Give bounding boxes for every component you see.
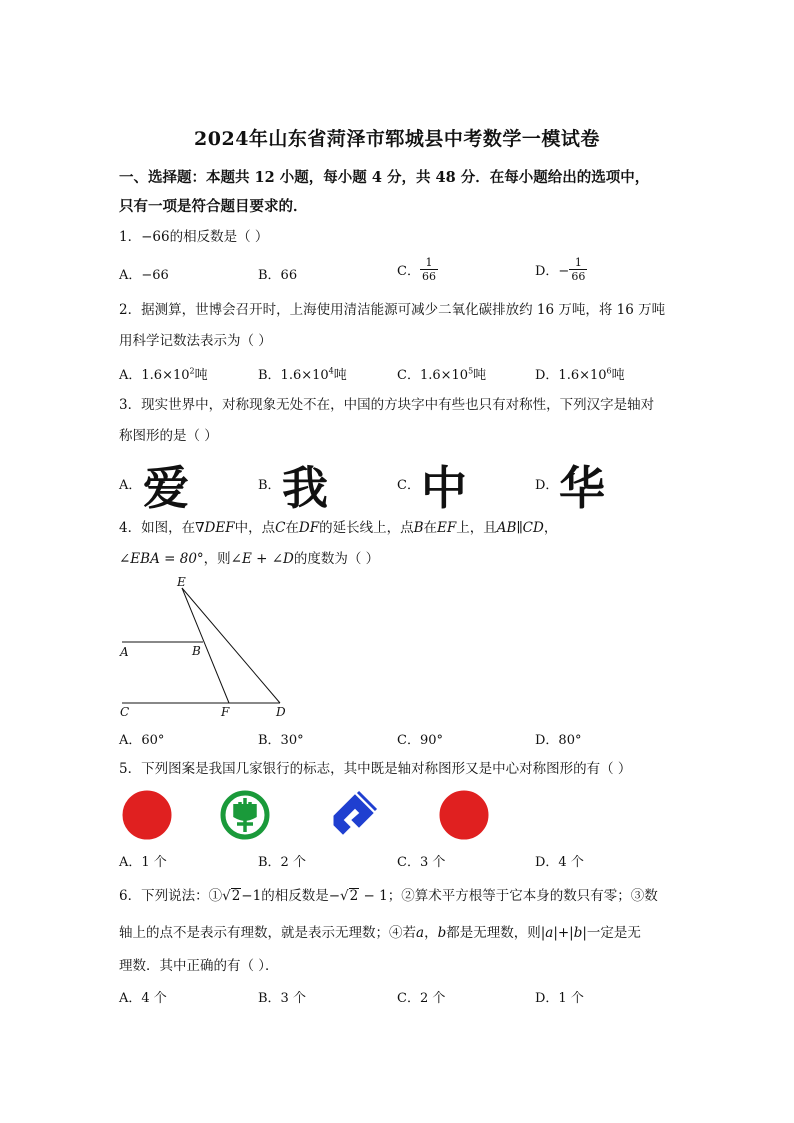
q2-option-b-base: B．1.6×10 — [258, 368, 329, 383]
q2-option-c-base: C．1.6×10 — [397, 368, 469, 383]
q2-option-d-unit: 吨 — [611, 368, 625, 383]
q1-option-d-numerator: 1 — [569, 256, 587, 270]
q2-stem-line2: 用科学记数法表示为（ ） — [119, 333, 272, 349]
section-heading-line1: 一、选择题：本题共 12 小题，每小题 4 分，共 48 分．在每小题给出的选项中， — [119, 169, 650, 186]
q1-option-c-fraction — [420, 256, 438, 283]
q6-radicand-1: 2 — [231, 888, 241, 904]
q4-point-b: B — [413, 520, 424, 536]
logo4-glyph — [453, 802, 475, 826]
line-ef — [182, 588, 229, 703]
q4-triangle-def: ∇DEF — [195, 520, 235, 536]
q4-text-8: ，则 — [203, 551, 231, 567]
q4-option-a: A．60° — [119, 733, 165, 748]
q4-text-6: 上，且 — [456, 520, 497, 536]
q3-option-d-label: D． — [535, 478, 559, 493]
q3-option-b-char: 我 — [282, 461, 328, 515]
q4-stem-line2 — [119, 550, 379, 568]
q1-option-d — [535, 256, 587, 283]
q4-stem-line1 — [119, 519, 557, 537]
q4-text-7: ， — [543, 520, 558, 536]
q1-option-c-denominator: 66 — [421, 270, 436, 283]
q6-text-5: ， — [424, 925, 438, 941]
q4-option-b: B．30° — [258, 733, 304, 748]
q6-stem-line3: 理数．其中正确的有（ ）． — [119, 958, 279, 974]
q2-option-b-exponent: 4 — [328, 366, 334, 376]
bank-of-china-logo-icon — [120, 788, 174, 842]
q6-var-a: a — [416, 925, 425, 941]
q6-var-b: b — [437, 925, 447, 941]
q6-radicand-2: 2 — [349, 888, 359, 904]
label-d: D — [276, 705, 286, 719]
q4-text-3: 在 — [285, 520, 299, 536]
q6-text-1: 6．下列说法：① — [119, 888, 223, 904]
q3-option-d-char: 华 — [559, 461, 605, 515]
q5-option-a: A．1 个 — [119, 855, 167, 870]
q4-segment-ef: EF — [437, 520, 457, 536]
q2-option-c-exponent: 5 — [468, 366, 474, 376]
q6-option-a: A．4 个 — [119, 991, 167, 1006]
q4-text-1: 4．如图，在 — [119, 520, 196, 536]
q1-stem: 1．−66的相反数是（ ） — [119, 229, 269, 245]
q2-option-d-exponent: 6 — [606, 366, 612, 376]
q6-option-d: D．1 个 — [535, 991, 584, 1006]
q2-option-b — [258, 364, 347, 383]
q1-option-a: A．−66 — [119, 268, 169, 283]
q4-point-c: C — [275, 520, 286, 536]
construction-bank-logo-icon — [328, 788, 382, 842]
q6-option-c: C．2 个 — [397, 991, 446, 1006]
q2-option-c — [397, 364, 486, 383]
q2-option-a-base: A．1.6×10 — [119, 368, 190, 383]
q4-geometry-figure — [110, 572, 310, 720]
q3-option-c-label: C． — [397, 478, 420, 493]
q4-text-2: 中，点 — [234, 520, 276, 536]
q6-text-3: − 1；②算术平方根等于它本身的数只有零；③数 — [359, 888, 658, 904]
q2-stem-line1: 2．据测算，世博会召开时，上海使用清洁能源可减少二氧化碳排放约 16 万吨，将 16 万吨 — [119, 302, 666, 318]
agricultural-bank-logo-icon — [218, 788, 272, 842]
q2-option-a — [119, 364, 208, 383]
q2-option-a-exponent: 2 — [189, 366, 195, 376]
q4-parallel-condition: AB∥CD — [496, 520, 544, 536]
label-c: C — [120, 705, 130, 719]
q3-stem-line1: 3．现实世界中，对称现象无处不在，中国的方块字中有些也只有对称性，下列汉字是轴对 — [119, 397, 655, 413]
q5-stem: 5．下列图案是我国几家银行的标志，其中既是轴对称图形又是中心对称图形的有（ ） — [119, 761, 632, 777]
q6-minus: − — [328, 888, 341, 904]
q1-option-d-fraction — [569, 256, 587, 283]
q1-option-c-label: C． — [397, 264, 420, 279]
q4-text-9: 的度数为（ ） — [293, 551, 380, 567]
q6-text-6: 都是无理数，则 — [446, 925, 541, 941]
q6-stem-line1: 6．下列说法：①√2−1的相反数是−√2 − 1；②算术平方根等于它本身的数只有零；③数 — [119, 888, 658, 904]
q3-stem-line2: 称图形的是（ ） — [119, 428, 218, 444]
q6-text-2: −1的相反数是 — [241, 888, 329, 904]
q4-segment-df: DF — [298, 520, 320, 536]
q4-option-c: C．90° — [397, 733, 443, 748]
q4-text-5: 在 — [423, 520, 438, 536]
q4-text-4: 的延长线上，点 — [319, 520, 414, 536]
q3-option-b-label: B． — [258, 478, 281, 493]
q6-stem-line2 — [119, 924, 641, 942]
q1-option-c-numerator: 1 — [420, 256, 438, 270]
q4-angle-sum: ∠E + ∠D — [230, 551, 294, 567]
industrial-bank-logo-icon — [437, 788, 491, 842]
q6-abs-sum: |a|+|b| — [540, 925, 587, 941]
q4-option-d: D．80° — [535, 733, 582, 748]
q3-option-a-char: 爱 — [143, 461, 189, 515]
q1-option-c — [397, 256, 438, 283]
label-e: E — [177, 575, 186, 589]
q3-option-c-char: 中 — [421, 461, 467, 515]
q2-option-b-unit: 吨 — [333, 368, 347, 383]
q5-option-c: C．3 个 — [397, 855, 446, 870]
q4-angle-eba: ∠EBA = 80° — [119, 551, 204, 567]
section-heading-line2: 只有一项是符合题目要求的． — [119, 198, 308, 215]
q5-option-b: B．2 个 — [258, 855, 306, 870]
label-b: B — [192, 644, 201, 658]
q2-option-a-unit: 吨 — [194, 368, 208, 383]
q2-option-d-base: D．1.6×10 — [535, 368, 607, 383]
q6-option-b: B．3 个 — [258, 991, 306, 1006]
page-title: 2024年山东省菏泽市郓城县中考数学一模试卷 — [194, 128, 600, 150]
q2-option-c-unit: 吨 — [473, 368, 487, 383]
q5-option-d: D．4 个 — [535, 855, 584, 870]
label-a: A — [120, 645, 129, 659]
q6-text-4: 轴上的点不是表示有理数，就是表示无理数；④若 — [119, 925, 416, 941]
logo2-wheat — [235, 798, 255, 832]
label-f: F — [221, 705, 230, 719]
q3-option-a-label: A． — [119, 478, 142, 493]
q1-option-d-denominator: 66 — [571, 270, 586, 283]
q6-text-7: 一定是无 — [586, 925, 641, 941]
q1-option-d-label: D．− — [535, 264, 570, 279]
q1-option-b: B．66 — [258, 268, 298, 283]
q2-option-d — [535, 364, 625, 383]
